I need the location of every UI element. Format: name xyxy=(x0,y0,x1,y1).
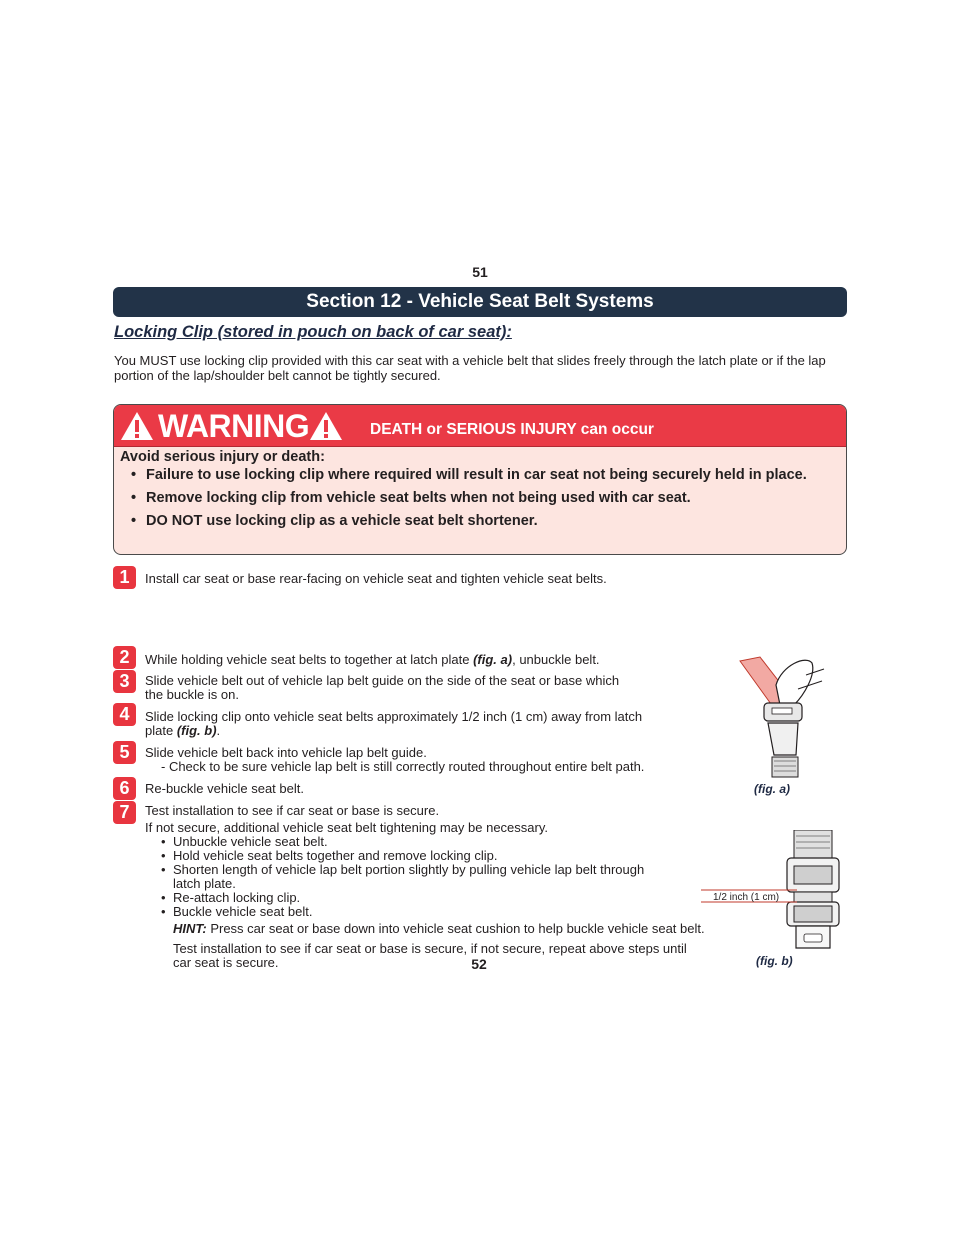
fig-a-belt-illustration xyxy=(736,655,828,780)
step-7-bullet: • Re-attach locking clip. xyxy=(145,891,765,905)
warning-triangle-icon xyxy=(309,411,343,441)
step-6-text: Re-buckle vehicle seat belt. xyxy=(145,781,304,796)
step-number-4: 4 xyxy=(113,703,136,726)
step-3-line: the buckle is on. xyxy=(145,687,239,702)
step-7-text xyxy=(145,804,765,970)
step-7-bullet: • Unbuckle vehicle seat belt. xyxy=(145,835,765,849)
step-5-check: - Check to be sure vehicle lap belt is still correctly routed throughout entire belt path. xyxy=(161,759,645,774)
step-number-3: 3 xyxy=(113,670,136,693)
step-2-post: , unbuckle belt. xyxy=(512,652,600,667)
step-7-bullet: • Buckle vehicle seat belt. xyxy=(145,905,765,919)
step-3-line: Slide vehicle belt out of vehicle lap belt guide on the side of the seat or base which xyxy=(145,673,620,688)
step-7-bullet: • Hold vehicle seat belts together and remove locking clip. xyxy=(145,849,765,863)
warning-avoid-heading: Avoid serious injury or death: xyxy=(120,449,325,465)
step-number-1: 1 xyxy=(113,566,136,589)
step-number-5: 5 xyxy=(113,741,136,764)
step-4-line: Slide locking clip onto vehicle seat belts approximately 1/2 inch (1 cm) away from latch xyxy=(145,709,643,724)
step-4-line xyxy=(145,724,642,738)
fig-a-caption: (fig. a) xyxy=(754,782,790,796)
section-title-bar: Section 12 - Vehicle Seat Belt Systems xyxy=(113,287,847,317)
step-7-bullet: • Shorten length of vehicle lap belt portion slightly by pulling vehicle lap belt through xyxy=(145,863,765,877)
step-7-bullet-continued: latch plate. xyxy=(173,876,236,891)
hint-label: HINT: xyxy=(173,921,207,936)
warning-item: • Failure to use locking clip where required will result in car seat not being securely held in place. xyxy=(120,467,836,484)
fig-b-reference: (fig. b) xyxy=(176,723,217,738)
warning-header xyxy=(114,405,846,447)
fig-a-reference: (fig. a) xyxy=(473,652,513,667)
warning-box xyxy=(113,404,847,555)
step-7-line: If not secure, additional vehicle seat belt tightening may be necessary. xyxy=(145,820,548,835)
step-1-text: Install car seat or base rear-facing on vehicle seat and tighten vehicle seat belts. xyxy=(145,571,607,586)
warning-item: • Remove locking clip from vehicle seat belts when not being used with car seat. xyxy=(120,490,836,507)
fig-b-caption: (fig. b) xyxy=(756,954,793,968)
hint-text: Press car seat or base down into vehicle seat cushion to help buckle vehicle seat belt. xyxy=(206,921,705,936)
warning-subtitle: DEATH or SERIOUS INJURY can occur xyxy=(370,421,654,438)
step-5-line: Slide vehicle belt back into vehicle lap belt guide. xyxy=(145,745,427,760)
step-4-pre: plate xyxy=(145,723,177,738)
warning-item: • DO NOT use locking clip as a vehicle seat belt shortener. xyxy=(120,513,836,530)
step-number-6: 6 xyxy=(113,777,136,800)
intro-paragraph: You MUST use locking clip provided with this car seat with a vehicle belt that slides freely through the latch plate or if the lap portion of the lap/shoulder belt cannot be tightly secured. xyxy=(114,353,826,383)
step-3-text xyxy=(145,674,619,702)
step-4-text xyxy=(145,710,642,738)
warning-body xyxy=(120,447,836,536)
step-7-hint xyxy=(145,922,765,936)
step-7-line: Test installation to see if car seat or base is secure. xyxy=(145,803,440,818)
step-5-text xyxy=(145,746,644,774)
page-number-top: 51 xyxy=(472,264,488,280)
warning-list xyxy=(120,467,836,530)
step-number-2: 2 xyxy=(113,646,136,669)
page-number-bottom: 52 xyxy=(471,956,487,972)
step-4-post: . xyxy=(216,723,221,738)
step-2-pre: While holding vehicle seat belts to together at latch plate xyxy=(145,652,474,667)
warning-word: WARNING xyxy=(158,408,310,444)
warning-triangle-icon xyxy=(120,411,154,441)
fig-b-measure-label: 1/2 inch (1 cm) xyxy=(713,892,780,903)
step-7-final: Test installation to see if car seat or base is secure, if not secure, repeat above steps until xyxy=(173,941,687,956)
locking-clip-subtitle: Locking Clip (stored in pouch on back of car seat): xyxy=(114,323,512,341)
step-2-text xyxy=(145,653,600,667)
step-7-final: car seat is secure. xyxy=(173,955,279,970)
step-number-7: 7 xyxy=(113,801,136,824)
